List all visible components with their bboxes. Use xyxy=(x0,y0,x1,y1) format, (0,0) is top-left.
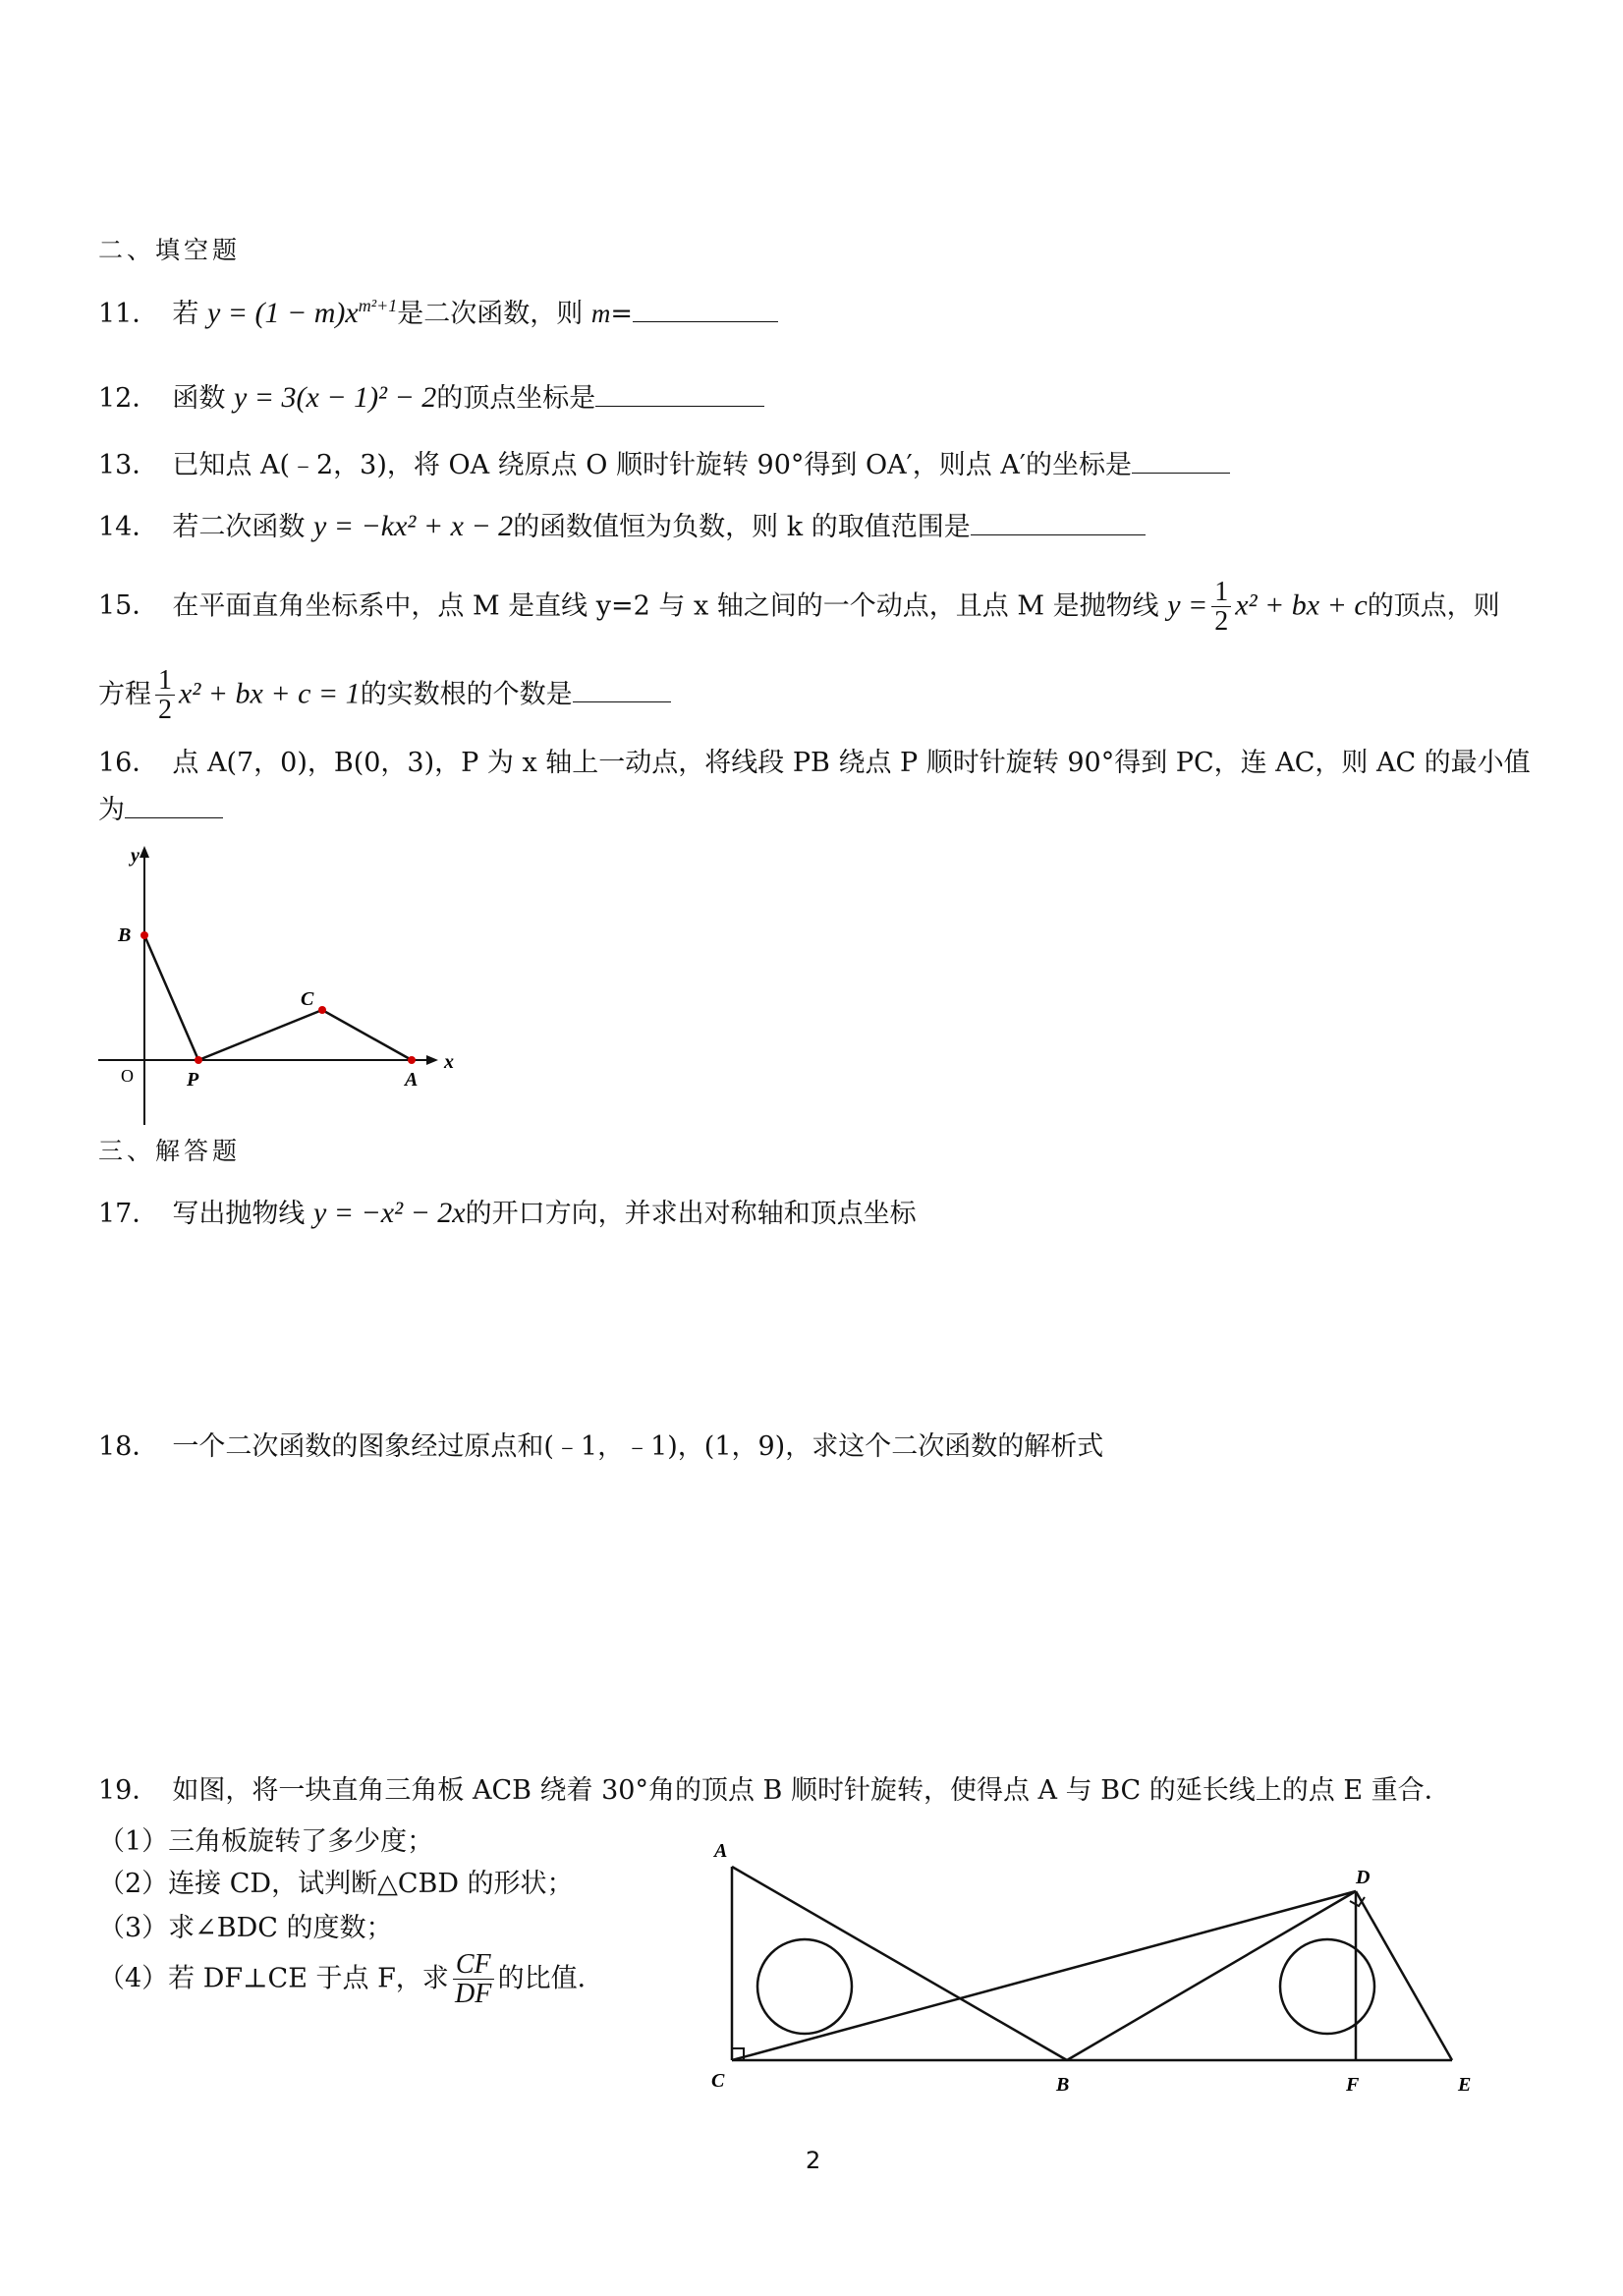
q18-text: 一个二次函数的图象经过原点和(﹣1，﹣1)，(1，9)，求这个二次函数的解析式 xyxy=(172,1431,1104,1462)
question-number: 17． xyxy=(98,1199,159,1229)
label-b: B xyxy=(1056,2074,1070,2096)
question-15-line1: 15． 在平面直角坐标系中，点 M 是直线 y=2 与 x 轴之间的一个动点，且点 M 是抛物线 y = $\frac{1}{2}$ x² + bx + c的顶点，则 xyxy=(98,577,1500,638)
circle-left xyxy=(757,1939,852,2034)
q17-formula: y = −x² − 2x xyxy=(312,1197,466,1229)
question-18 xyxy=(98,1430,1103,1464)
answer-blank xyxy=(125,792,223,818)
point-a xyxy=(408,1056,416,1064)
segment-de xyxy=(1356,1891,1452,2060)
question-12: 12． 函数 y = 3(x − 1)² − 2的顶点坐标是 xyxy=(98,379,764,417)
question-15-line2: 方程 $\frac{1}{2}$ x² + bx + c = 1的实数根的个数是 xyxy=(98,666,671,725)
q11-variable: m xyxy=(590,299,611,328)
question-number: 19． xyxy=(98,1775,159,1806)
question-number: 15． xyxy=(98,590,159,622)
q19-subquestion-4: （4）若 DF⊥CE 于点 F，求 $\frac{CF}{DF}$ 的比值． xyxy=(98,1949,604,2010)
point-c xyxy=(318,1006,326,1014)
answer-blank xyxy=(971,509,1146,535)
figure-19-triangle-diagram xyxy=(688,1822,1493,2107)
circle-right xyxy=(1280,1939,1374,2034)
label-e: E xyxy=(1458,2074,1472,2096)
q16-text: 点 A(7，0)，B(0，3)，P 为 x 轴上一动点，将线段 PB 绕点 P 顺时针旋转 90°得到 PC，连 AC，则 AC 的最小值 xyxy=(172,748,1531,778)
question-number: 14． xyxy=(98,512,159,542)
question-11: 11． 若 $y = (1 - m)x^{m^2+1}$是二次函数，则 m= xyxy=(98,295,778,332)
q11-prefix: 若 xyxy=(172,299,199,329)
label-c: C xyxy=(711,2070,725,2092)
question-number: 12． xyxy=(98,383,159,414)
label-c: C xyxy=(301,988,314,1010)
q14-formula: y = −kx² + x − 2 xyxy=(312,510,514,542)
label-a: A xyxy=(714,1840,728,1862)
label-a: A xyxy=(405,1069,419,1091)
question-19 xyxy=(98,1774,1451,1808)
q15-formula: x² + bx + c xyxy=(1235,588,1368,622)
q11-formula: $y = (1 - m)x^{m^2+1}$ xyxy=(206,296,398,329)
fraction-cf-over-df: $\frac{CF}{DF}$ xyxy=(453,1950,494,2009)
q19-text: 如图，将一块直角三角板 ACB 绕着 30°角的顶点 B 顺时针旋转，使得点 A 与 BC 的延长线上的点 E 重合． xyxy=(172,1775,1451,1806)
segment-cd xyxy=(732,1891,1356,2060)
label-d: D xyxy=(1356,1867,1371,1888)
question-16-line1 xyxy=(98,747,1531,780)
q13-text: 已知点 A(﹣2，3)，将 OA 绕原点 O 顺时针旋转 90°得到 OA′，则点 A′的坐标是 xyxy=(172,450,1132,480)
answer-blank xyxy=(595,380,764,407)
y-axis-arrow xyxy=(140,846,149,858)
point-b xyxy=(140,931,148,939)
q19-subquestion-1: （1）三角板旋转了多少度； xyxy=(98,1826,434,1857)
point-p xyxy=(195,1056,202,1064)
segment-bd xyxy=(1067,1891,1356,2060)
q12-formula: y = 3(x − 1)² − 2 xyxy=(233,381,437,414)
question-number: 16． xyxy=(98,748,159,778)
question-number: 11． xyxy=(98,299,159,329)
label-o: O xyxy=(121,1066,134,1086)
question-17: 17． 写出抛物线 y = −x² − 2x的开口方向，并求出对称轴和顶点坐标 xyxy=(98,1197,917,1229)
q19-subquestion-3: （3）求∠BDC 的度数； xyxy=(98,1913,393,1943)
label-b: B xyxy=(118,924,132,946)
x-axis-arrow xyxy=(426,1055,438,1065)
answer-blank xyxy=(633,296,778,322)
q15-equation: x² + bx + c = 1 xyxy=(179,677,361,710)
label-f: F xyxy=(1346,2074,1360,2096)
label-x: x xyxy=(444,1051,454,1073)
question-number: 13． xyxy=(98,450,159,480)
segment-ab xyxy=(732,1867,1067,2060)
section-fill-blank-heading: 二、填空题 xyxy=(98,236,242,264)
q11-suffix: 是二次函数，则 xyxy=(397,299,584,329)
answer-blank xyxy=(1132,447,1230,474)
figure-16-coordinate-diagram xyxy=(88,840,481,1135)
fraction-one-half: $\frac{1}{2}$ xyxy=(1211,578,1231,637)
question-13 xyxy=(98,447,1230,482)
question-14: 14． 若二次函数 y = −kx² + x − 2的函数值恒为负数，则 k 的取值范围是 xyxy=(98,508,1146,545)
question-16-line2: 为 xyxy=(98,792,223,827)
page-number: 2 xyxy=(806,2147,821,2174)
question-number: 18． xyxy=(98,1431,159,1462)
q19-subquestion-2: （2）连接 CD，试判断△CBD 的形状； xyxy=(98,1869,574,1899)
fraction-one-half: $\frac{1}{2}$ xyxy=(155,666,175,725)
polyline-b-p-c-a xyxy=(144,935,412,1060)
section-solve-heading: 三、解答题 xyxy=(98,1137,242,1165)
label-y: y xyxy=(131,845,140,867)
label-p: P xyxy=(187,1069,199,1091)
answer-blank xyxy=(573,676,671,702)
